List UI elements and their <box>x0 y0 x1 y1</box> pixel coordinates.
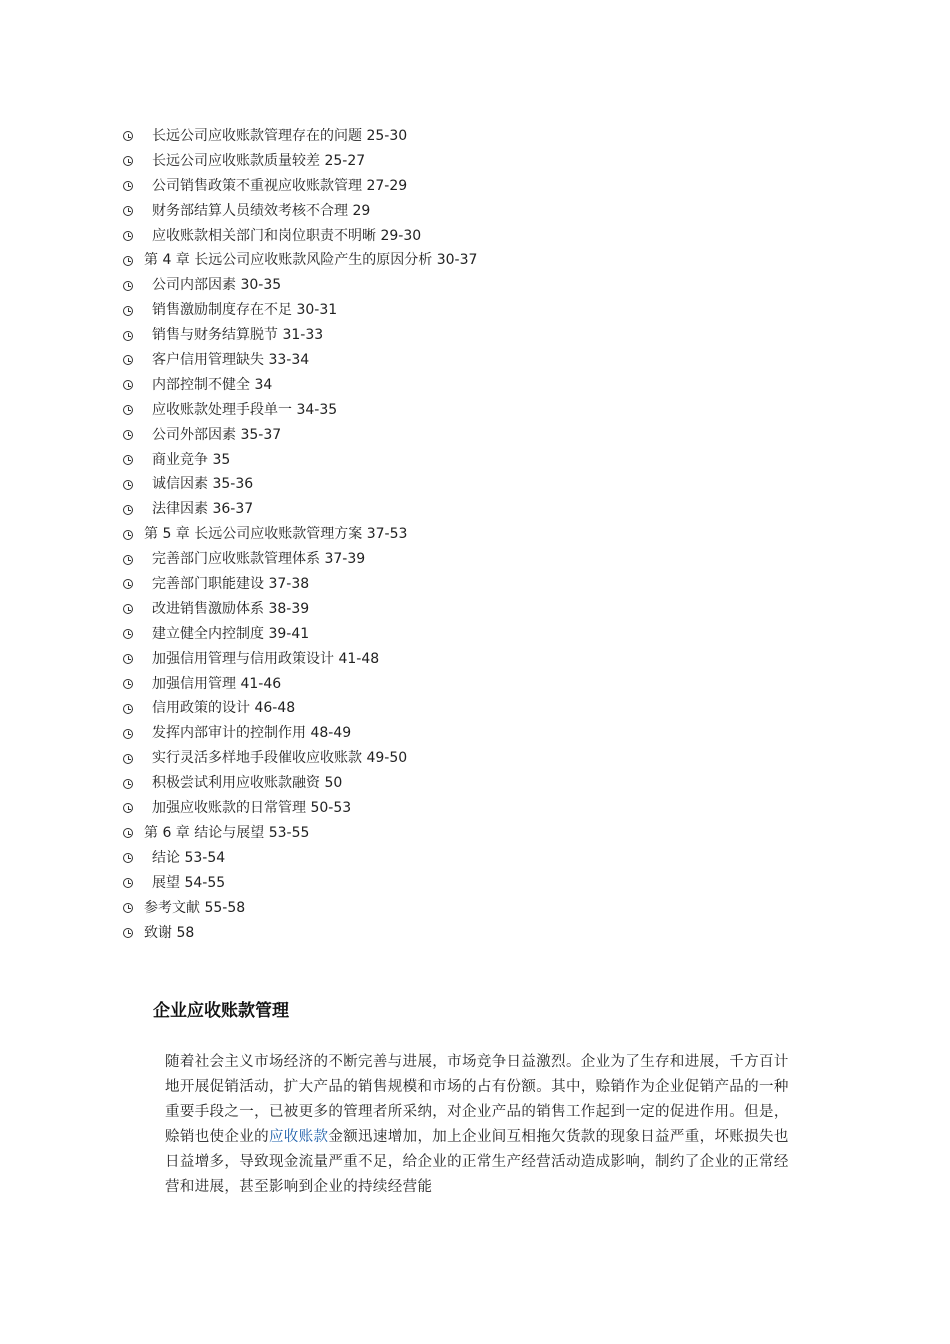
toc-entry-label: 公司内部因素 30-35 <box>152 277 282 294</box>
clock-icon <box>123 355 133 365</box>
toc-entry-label: 结论 53-54 <box>152 849 226 866</box>
clock-icon <box>123 206 133 216</box>
clock-icon <box>123 306 133 316</box>
clock-icon <box>123 579 133 589</box>
clock-icon <box>123 629 133 639</box>
clock-icon <box>123 256 133 266</box>
clock-icon <box>123 803 133 813</box>
toc-entry-label: 第 4 章 长远公司应收账款风险产生的原因分析 30-37 <box>144 252 478 269</box>
clock-icon <box>123 231 133 241</box>
toc-entry[interactable] <box>120 248 840 273</box>
toc-entry[interactable] <box>120 149 840 174</box>
table-of-contents <box>120 124 840 945</box>
toc-entry[interactable] <box>120 622 840 647</box>
toc-entry[interactable] <box>120 348 840 373</box>
clock-icon <box>123 654 133 664</box>
clock-icon <box>123 131 133 141</box>
clock-icon <box>123 604 133 614</box>
clock-icon <box>123 754 133 764</box>
clock-icon <box>123 281 133 291</box>
toc-entry[interactable] <box>120 174 840 199</box>
clock-icon <box>123 679 133 689</box>
toc-entry-label: 长远公司应收账款管理存在的问题 25-30 <box>152 128 408 144</box>
clock-icon <box>123 380 133 390</box>
toc-entry-label: 客户信用管理缺失 33-34 <box>152 352 310 369</box>
toc-entry[interactable] <box>120 696 840 721</box>
clock-icon <box>123 455 133 465</box>
toc-entry[interactable] <box>120 647 840 672</box>
toc-entry[interactable] <box>120 672 840 697</box>
toc-entry[interactable] <box>120 423 840 448</box>
toc-entry[interactable] <box>120 871 840 896</box>
toc-entry-label: 长远公司应收账款质量较差 25-27 <box>152 152 366 169</box>
toc-entry-label: 信用政策的设计 46-48 <box>152 700 296 717</box>
toc-entry-label: 应收账款相关部门和岗位职责不明晰 29-30 <box>152 227 422 244</box>
toc-entry-label: 销售与财务结算脱节 31-33 <box>152 327 324 344</box>
toc-entry[interactable] <box>120 298 840 323</box>
toc-entry-label: 销售激励制度存在不足 30-31 <box>152 302 338 319</box>
clock-icon <box>123 903 133 913</box>
clock-icon <box>123 555 133 565</box>
toc-entry-label: 实行灵活多样地手段催收应收账款 49-50 <box>152 750 408 767</box>
toc-entry-label: 加强应收账款的日常管理 50-53 <box>152 800 352 817</box>
clock-icon <box>123 878 133 888</box>
toc-entry[interactable] <box>120 472 840 497</box>
article-body <box>165 1050 803 1199</box>
toc-entry[interactable] <box>120 124 840 149</box>
toc-entry[interactable] <box>120 398 840 423</box>
toc-entry[interactable] <box>120 448 840 473</box>
article-title: 企业应收账款管理 <box>153 1001 289 1021</box>
article-body-text-end: 金额迅速增加，加上企业间互相拖欠货款的现象日益严重，坏账损失也日益增多，导致现金流量严重不足，给企业的正常生产经营活动造成影响，制约了企业的正常经营和进展，甚至影响到企业的持续经营能 <box>165 1128 789 1195</box>
toc-entry-label: 建立健全内控制度 39-41 <box>152 625 310 642</box>
toc-entry-label: 法律因素 36-37 <box>152 501 254 518</box>
toc-entry-label: 财务部结算人员绩效考核不合理 29 <box>152 202 371 219</box>
clock-icon <box>123 405 133 415</box>
clock-icon <box>123 729 133 739</box>
toc-entry-label: 加强信用管理 41-46 <box>152 675 282 692</box>
toc-entry-label: 公司外部因素 35-37 <box>152 426 282 443</box>
toc-entry[interactable] <box>120 896 840 921</box>
toc-entry[interactable] <box>120 746 840 771</box>
toc-entry[interactable] <box>120 796 840 821</box>
toc-entry[interactable] <box>120 373 840 398</box>
toc-entry[interactable] <box>120 199 840 224</box>
clock-icon <box>123 505 133 515</box>
clock-icon <box>123 928 133 938</box>
toc-entry[interactable] <box>120 846 840 871</box>
toc-entry[interactable] <box>120 547 840 572</box>
toc-entry-label: 公司销售政策不重视应收账款管理 27-29 <box>152 177 408 194</box>
toc-entry[interactable] <box>120 721 840 746</box>
toc-entry-label: 参考文献 55-58 <box>144 899 246 916</box>
clock-icon <box>123 430 133 440</box>
clock-icon <box>123 530 133 540</box>
clock-icon <box>123 853 133 863</box>
clock-icon <box>123 331 133 341</box>
toc-entry-label: 内部控制不健全 34 <box>152 376 273 393</box>
toc-entry-label: 加强信用管理与信用政策设计 41-48 <box>152 650 380 667</box>
toc-entry-label: 诚信因素 35-36 <box>152 476 254 493</box>
toc-entry[interactable] <box>120 921 840 946</box>
toc-entry-label: 应收账款处理手段单一 34-35 <box>152 401 338 418</box>
toc-entry-label: 积极尝试利用应收账款融资 50 <box>152 775 343 792</box>
toc-entry-label: 完善部门职能建设 37-38 <box>152 576 310 593</box>
article-body-text-start: 随着社会主义市场经济的不断完善与进展，市场竞争日益激烈。企业为了生存和进展，千方百计地开展促销活动，扩大产品的销售规模和市场的占有份额。其中，赊销作为企业促销产品的一种重要手段之一，已被更多的管理者所采纳，对企业产品的销售工作起到一定的促进作用。但是，赊销也使企业的 <box>165 1054 789 1145</box>
toc-entry-label: 第 5 章 长远公司应收账款管理方案 37-53 <box>144 526 408 543</box>
clock-icon <box>123 828 133 838</box>
toc-entry[interactable] <box>120 522 840 547</box>
toc-entry-label: 发挥内部审计的控制作用 48-49 <box>152 725 352 742</box>
toc-entry-label: 商业竞争 35 <box>152 451 231 468</box>
toc-entry-label: 改进销售激励体系 38-39 <box>152 600 310 617</box>
clock-icon <box>123 779 133 789</box>
toc-entry-label: 致谢 58 <box>144 924 195 941</box>
toc-entry[interactable] <box>120 821 840 846</box>
clock-icon <box>123 480 133 490</box>
toc-entry-label: 展望 54-55 <box>152 874 226 891</box>
toc-entry[interactable] <box>120 771 840 796</box>
toc-entry[interactable] <box>120 572 840 597</box>
toc-entry[interactable] <box>120 497 840 522</box>
clock-icon <box>123 156 133 166</box>
toc-entry-label: 完善部门应收账款管理体系 37-39 <box>152 551 366 568</box>
toc-entry-label: 第 6 章 结论与展望 53-55 <box>144 824 310 841</box>
toc-entry[interactable] <box>120 224 840 249</box>
toc-entry[interactable] <box>120 597 840 622</box>
clock-icon <box>123 181 133 191</box>
clock-icon <box>123 704 133 714</box>
receivables-link[interactable]: 应收账款 <box>268 1128 329 1145</box>
toc-entry[interactable] <box>120 273 840 298</box>
toc-entry[interactable] <box>120 323 840 348</box>
